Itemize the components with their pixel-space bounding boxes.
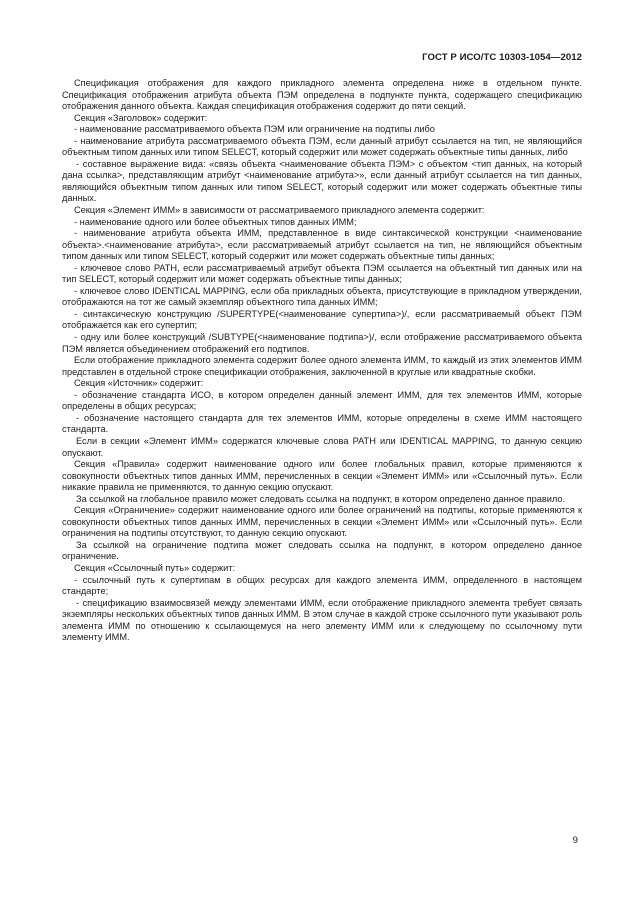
paragraph: Спецификация отображения для каждого прикладного элемента определена ниже в отдельном пункте. Спецификация отображения атрибута объекта ПЭМ определена в подпункте пункта, содержащего спецификацию отображения данного объекта. Каждая спецификация отображения содержит до пяти секций. <box>62 78 582 112</box>
paragraph: За ссылкой на глобальное правило может следовать ссылка на подпункт, в котором определено данное правило. <box>76 493 566 504</box>
list-item: - наименование атрибута объекта ИММ, представленное в виде синтаксической конструкции <наименование объекта>.<наименование атрибута>, если рассматриваемый атрибут ссылается на тип, не являющийся объектным типом данных или типом SELECT, который содержит или может содержать объектные типы данных; <box>62 228 582 262</box>
list-item: - обозначение стандарта ИСО, в котором определен данный элемент ИММ, для тех элементов ИММ, которые определены в общих ресурсах; <box>62 389 582 412</box>
document-code-header: ГОСТ Р ИСО/ТС 10303-1054—2012 <box>422 52 582 63</box>
paragraph: Секция «Элемент ИММ» в зависимости от рассматриваемого прикладного элемента содержит: <box>74 205 485 216</box>
paragraph: За ссылкой на ограничение подтипа может следовать ссылка на подпункт, в котором определено данное ограничение. <box>62 539 582 562</box>
paragraph: Секция «Источник» содержит: <box>74 378 204 389</box>
paragraph: Секция «Заголовок» содержит: <box>74 112 208 123</box>
list-item: - ключевое слово PATH, если рассматриваемый атрибут объекта ПЭМ ссылается на объектный тип данных или на тип SELECT, который содержит или может содержать объектные типы данных; <box>62 262 582 285</box>
paragraph: Секция «Ограничение» содержит наименование одного или более ограничений на подтипы, которые применяются к совокупности объектных типов данных ИММ, перечисленных в секции «Элемент ИММ» или «Ссылочный путь». Если ограничения на подтипы отсутствуют, то данную секцию опускают. <box>62 505 582 539</box>
list-item: - составное выражение вида: «связь объекта <наименование объекта ПЭМ> с объектом <тип данных, на который дана ссылка>, представляющим атрибут <наименование атрибута>», если данный атрибут ссылается на тип данных, являющийся объектным типом данных или типом SELECT, который содержит или может содержать объектные типы данных. <box>62 158 582 204</box>
list-item: - обозначение настоящего стандарта для тех элементов ИММ, которые определены в схеме ИММ настоящего стандарта. <box>62 412 582 435</box>
paragraph: Секция «Правила» содержит наименование одного или более глобальных правил, которые применяются к совокупности объектных типов данных ИММ, перечисленных в секции «Элемент ИММ» или «Ссылочный путь». Если никакие правила не применяются, то данную секцию опускают. <box>62 459 582 493</box>
list-item: - наименование рассматриваемого объекта ПЭМ или ограничение на подтипы либо <box>74 124 435 135</box>
list-item: - одну или более конструкций /SUBTYPE(<наименование подтипа>)/, если отображение рассматриваемого объекта ПЭМ является объединением отображений его подтипов. <box>62 332 582 354</box>
paragraph: Секция «Ссылочный путь» содержит: <box>74 562 236 573</box>
paragraph: Если в секции «Элемент ИММ» содержатся ключевые слова PATH или IDENTICAL MAPPING, то данную секцию опускают. <box>62 435 582 458</box>
page-number: 9 <box>572 835 578 846</box>
list-item: - синтаксическую конструкцию /SUPERTYPE(<наименование супертипа>)/, если рассматриваемый объект ПЭМ отображается как его супертип; <box>62 308 582 331</box>
list-item: - спецификацию взаимосвязей между элементами ИММ, если отображение прикладного элемента требует связать экземпляры нескольких объектных типов данных ИММ. В этом случае в каждой строке ссылочного пути указывают роль элемента ИММ по отношению к ссылающемуся на него элементу ИММ или к следующему по ссылочному пути элементу ИММ. <box>62 597 582 643</box>
list-item: - ключевое слово IDENTICAL MAPPING, если оба прикладных объекта, присутствующие в прикладном утверждении, отображаются на тот же самый экземпляр объектного типа данных ИММ; <box>62 285 582 308</box>
document-body <box>62 78 582 644</box>
list-item: - наименование атрибута рассматриваемого объекта ПЭМ, если данный атрибут ссылается на тип, не являющийся объектным типом данных или типом SELECT, который содержит или может содержать объектные типы данных, либо <box>62 135 582 158</box>
list-item: - наименование одного или более объектных типов данных ИММ; <box>74 216 357 227</box>
paragraph: Если отображение прикладного элемента содержит более одного элемента ИММ, то каждый из этих элементов ИММ представлен в отдельной строке спецификации отображения, заключенной в круглые или квадратные скобки. <box>62 355 582 377</box>
list-item: - ссылочный путь к супертипам в общих ресурсах для каждого элемента ИММ, определенного в настоящем стандарте; <box>62 574 582 597</box>
